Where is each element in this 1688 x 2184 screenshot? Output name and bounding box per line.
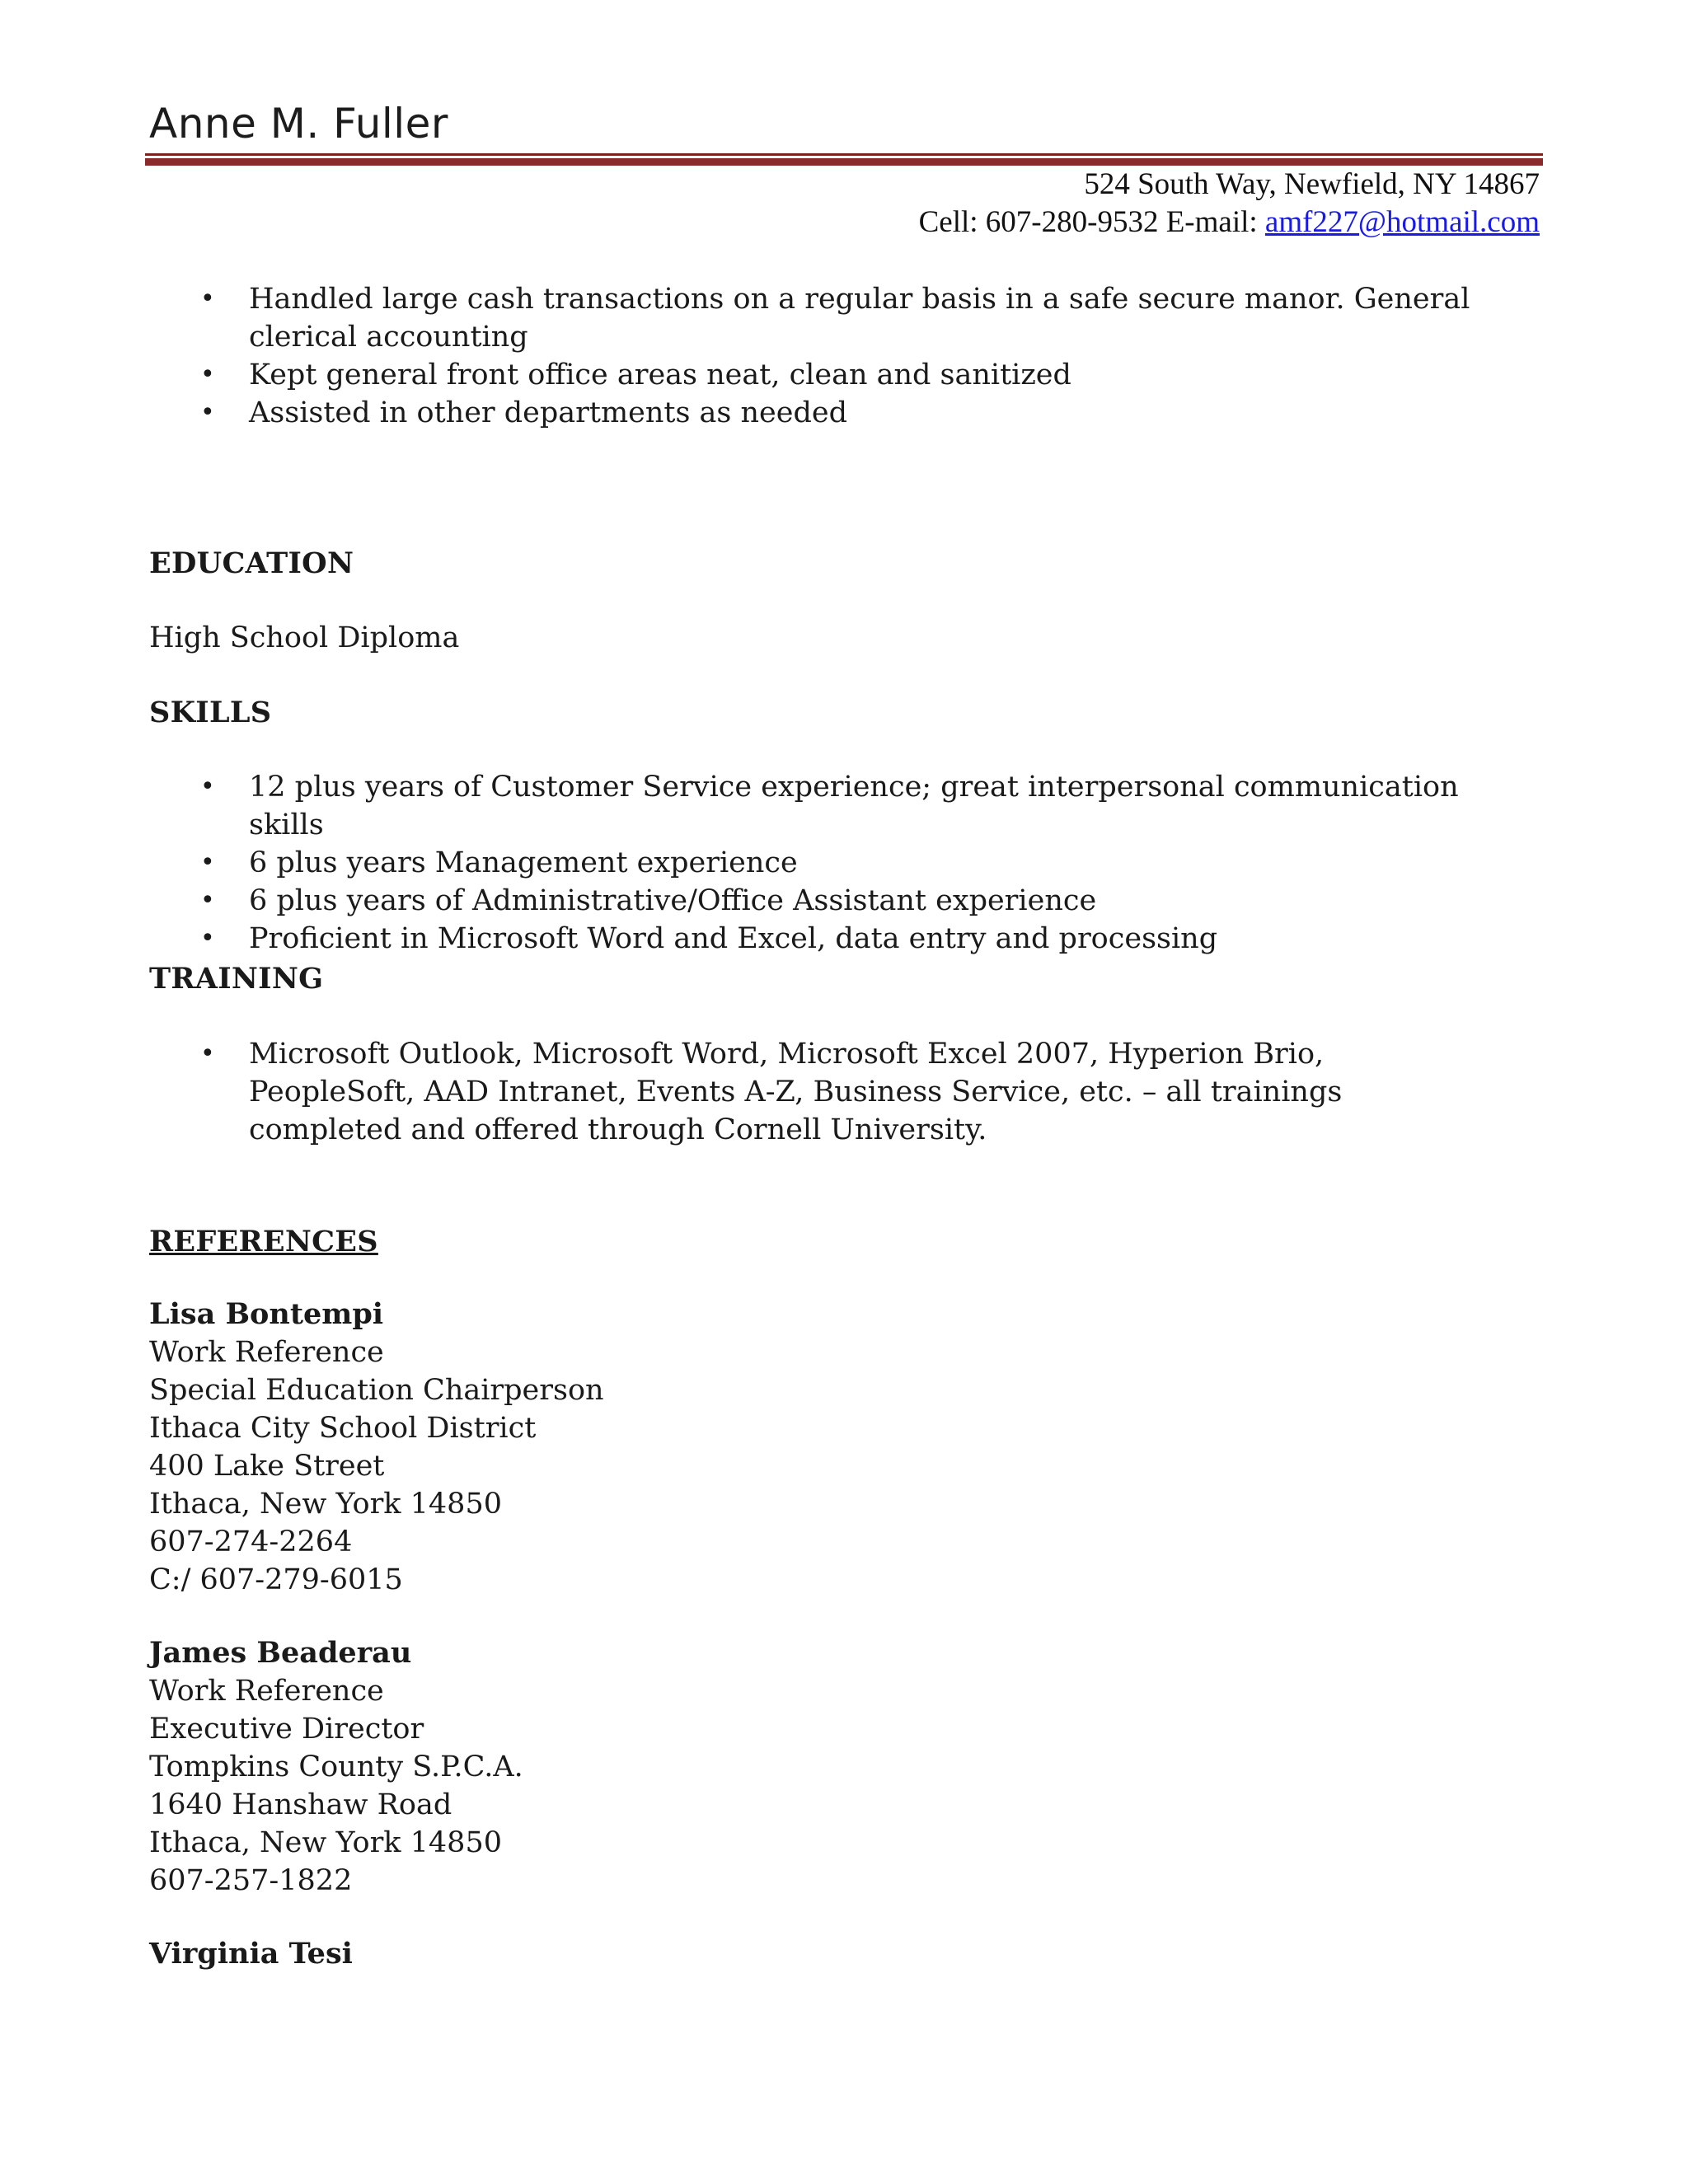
reference-name: James Beaderau xyxy=(149,1636,412,1670)
skill-text: 12 plus years of Customer Service experience; great interpersonal communication skills xyxy=(249,771,1459,841)
reference-line: 607-257-1822 xyxy=(149,1864,353,1897)
list-item xyxy=(194,280,1529,356)
header-rule-thick xyxy=(145,158,1543,166)
bullet-icon: • xyxy=(200,360,215,389)
resume-name: Anne M. Fuller xyxy=(149,100,448,148)
list-item xyxy=(194,768,1529,844)
education-heading: EDUCATION xyxy=(149,546,354,580)
reference-line: 607-274-2264 xyxy=(149,1526,353,1558)
reference-line: Work Reference xyxy=(149,1336,384,1369)
contact-phone-email xyxy=(919,204,1540,240)
reference-line: 400 Lake Street xyxy=(149,1450,385,1483)
bullet-icon: • xyxy=(200,924,215,953)
contact-address: 524 South Way, Newfield, NY 14867 xyxy=(1084,167,1540,201)
experience-bullet-list xyxy=(194,280,1529,432)
bullet-icon: • xyxy=(200,284,215,313)
list-item xyxy=(194,882,1529,920)
reference-line: 1640 Hanshaw Road xyxy=(149,1788,452,1821)
training-list xyxy=(194,1035,1479,1149)
references-heading: REFERENCES xyxy=(149,1225,378,1258)
skill-text: 6 plus years of Administrative/Office Assistant experience xyxy=(249,884,1097,917)
reference-line: Ithaca City School District xyxy=(149,1412,537,1445)
contact-phone: Cell: 607-280-9532 E-mail: xyxy=(918,205,1265,239)
email-link[interactable]: amf227@hotmail.com xyxy=(1264,205,1540,239)
skills-list xyxy=(194,768,1529,958)
reference-line: Ithaca, New York 14850 xyxy=(149,1826,502,1859)
bullet-icon: • xyxy=(200,848,215,877)
list-item xyxy=(194,844,1529,882)
skill-text: Proficient in Microsoft Word and Excel, data entry and processing xyxy=(249,922,1218,955)
reference-line: Work Reference xyxy=(149,1675,384,1708)
reference-entry xyxy=(149,1296,604,1599)
reference-line: Special Education Chairperson xyxy=(149,1374,604,1407)
reference-name: Lisa Bontempi xyxy=(149,1297,384,1331)
header-rule-thin xyxy=(145,153,1543,156)
education-item: High School Diploma xyxy=(149,621,460,654)
reference-line: Tompkins County S.P.C.A. xyxy=(149,1750,523,1783)
reference-name: Virginia Tesi xyxy=(149,1937,353,1971)
list-item xyxy=(194,1035,1479,1149)
reference-line: Executive Director xyxy=(149,1713,424,1746)
bullet-icon: • xyxy=(200,772,215,801)
reference-line: Ithaca, New York 14850 xyxy=(149,1488,502,1521)
bullet-text: Kept general front office areas neat, clean and sanitized xyxy=(249,359,1071,391)
reference-entry xyxy=(149,1634,523,1900)
training-text: Microsoft Outlook, Microsoft Word, Microsoft Excel 2007, Hyperion Brio, PeopleSoft, AAD Intranet, Events A-Z, Business Service, etc. – all trainings completed and offered through Cornell University. xyxy=(249,1038,1343,1146)
bullet-icon: • xyxy=(200,886,215,915)
bullet-text: Assisted in other departments as needed xyxy=(249,396,847,429)
reference-line: C:/ 607-279-6015 xyxy=(149,1563,403,1596)
skills-heading: SKILLS xyxy=(149,696,272,729)
list-item xyxy=(194,920,1529,958)
reference-entry xyxy=(149,1935,353,1973)
bullet-icon: • xyxy=(200,1039,215,1068)
list-item xyxy=(194,394,1529,432)
skill-text: 6 plus years Management experience xyxy=(249,846,798,879)
training-heading: TRAINING xyxy=(149,962,324,996)
bullet-icon: • xyxy=(200,398,215,427)
bullet-text: Handled large cash transactions on a regular basis in a safe secure manor. General clerical accounting xyxy=(249,283,1470,354)
list-item xyxy=(194,356,1529,394)
